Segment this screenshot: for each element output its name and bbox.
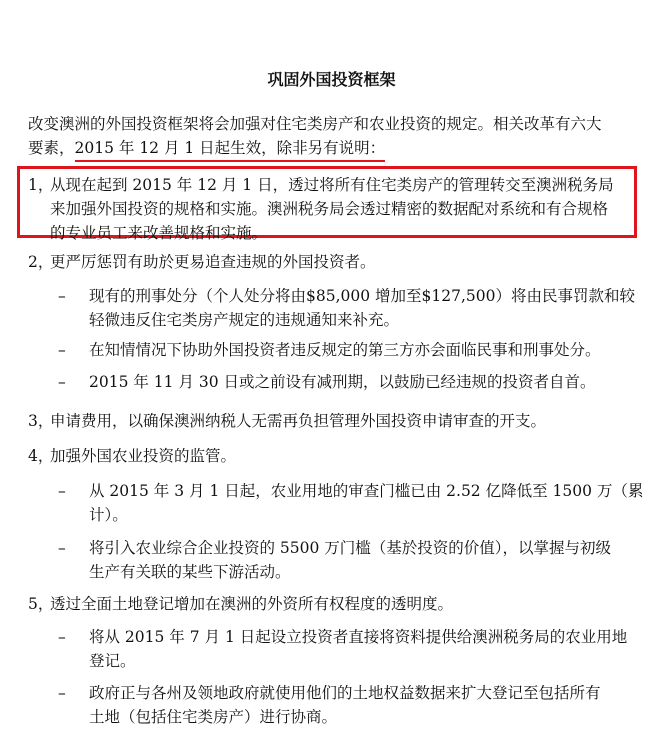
- effective-date-underline: 2015 年 12 月 1 日起生效，除非另有说明：: [75, 138, 386, 162]
- item-line: 来加强外国投资的规格和实施。澳洲税务局会透过精密的数据配对系统和有合规格: [50, 200, 609, 218]
- document-title: 巩固外国投资框架: [267, 70, 396, 89]
- item-line: 透过全面土地登记增加在澳洲的外资所有权程度的透明度。: [50, 595, 454, 613]
- item-text: [50, 173, 648, 245]
- sub-line: 2015 年 11 月 30 日或之前设有减刑期，以鼓励已经违规的投资者自首。: [89, 373, 596, 391]
- item-number: 3，: [28, 412, 54, 430]
- sub-item-text: [89, 681, 644, 729]
- sub-item-text: [89, 370, 644, 394]
- item-text: [50, 592, 648, 616]
- sub-line: 生产有关联的某些下游活动。: [89, 563, 291, 581]
- item-line: 申请费用，以确保澳洲纳税人无需再负担管理外国投资申请审查的开支。: [50, 412, 547, 430]
- sub-line: 政府正与各州及领地政府就使用他们的土地权益数据来扩大登记至包括所有: [89, 684, 601, 702]
- sub-line: 登记。: [89, 652, 136, 670]
- item-line: 的专业员工来改善规格和实施。: [50, 224, 268, 242]
- dash-bullet: –: [58, 684, 66, 702]
- item-line: 从现在起到 2015 年 12 月 1 日，透过将所有住宅类房产的管理转交至澳洲税务局: [50, 176, 614, 194]
- dash-bullet: –: [58, 373, 66, 391]
- sub-line: 将引入农业综合企业投资的 5500 万门槛（基於投资的价值），以掌握与初级: [89, 539, 612, 557]
- dash-bullet: –: [58, 539, 66, 557]
- intro-prefix: 要素，: [28, 139, 75, 157]
- sub-item-text: [89, 479, 644, 527]
- intro-paragraph: [28, 112, 638, 162]
- dash-bullet: –: [58, 482, 66, 500]
- dash-bullet: –: [58, 287, 66, 305]
- sub-line: 在知情情况下协助外国投资者违反规定的第三方亦会面临民事和刑事处分。: [89, 341, 601, 359]
- sub-item-text: [89, 338, 644, 362]
- item-number: 5，: [28, 595, 54, 613]
- item-number: 2，: [28, 253, 54, 271]
- sub-item-text: [89, 625, 644, 673]
- sub-item-text: [89, 536, 644, 584]
- sub-item-text: [89, 284, 644, 332]
- item-text: [50, 409, 648, 433]
- sub-line: 现有的刑事处分（个人处分将由$85,000 增加至$127,500）将由民事罚款和较: [89, 287, 635, 305]
- item-text: [50, 444, 648, 468]
- dash-bullet: –: [58, 341, 66, 359]
- item-number: 4，: [28, 447, 54, 465]
- sub-line: 从 2015 年 3 月 1 日起，农业用地的审查门槛已由 2.52 亿降低至 1500 万（累: [89, 482, 644, 500]
- item-line: 加强外国农业投资的监管。: [50, 447, 237, 465]
- intro-line-1: 改变澳洲的外国投资框架将会加强对住宅类房产和农业投资的规定。相关改革有六大: [28, 115, 602, 133]
- item-number: 1，: [28, 176, 54, 194]
- sub-line: 将从 2015 年 7 月 1 日起设立投资者直接将资料提供给澳洲税务局的农业用地: [89, 628, 628, 646]
- dash-bullet: –: [58, 628, 66, 646]
- item-line: 更严厉惩罚有助於更易追查违规的外国投资者。: [50, 253, 376, 271]
- item-text: [50, 250, 648, 274]
- sub-line: 轻微违反住宅类房产规定的违规通知来补充。: [89, 311, 400, 329]
- sub-line: 土地（包括住宅类房产）进行协商。: [89, 708, 338, 726]
- sub-line: 计）。: [89, 506, 128, 524]
- intro-line-2: [28, 136, 638, 162]
